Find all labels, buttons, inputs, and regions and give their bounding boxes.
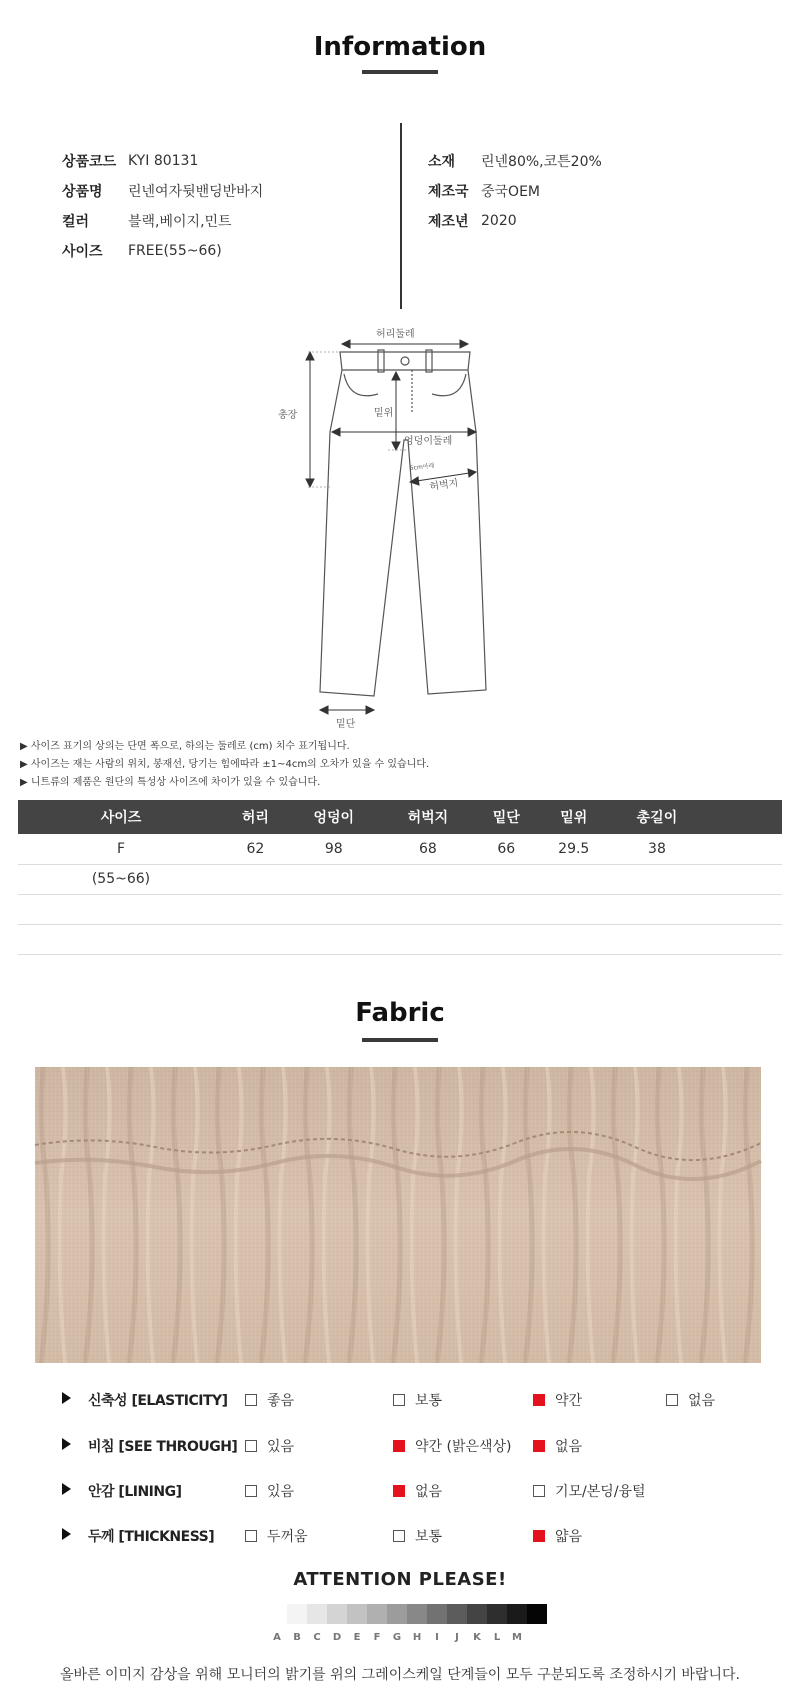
info-divider	[400, 123, 402, 309]
pocket-left	[344, 374, 378, 396]
option-slight	[533, 1390, 582, 1410]
arrow-head	[392, 442, 400, 450]
arrow-head	[342, 340, 350, 348]
table-cell: (55~66)	[18, 864, 224, 894]
table-cell	[704, 864, 782, 894]
option-text: 없음	[415, 1484, 443, 1500]
info-value: 린넨여자뒷밴딩반바지	[128, 184, 264, 200]
table-row	[18, 834, 782, 864]
checkbox-icon	[245, 1440, 257, 1452]
info-value: FREE(55~66)	[128, 243, 222, 259]
col-header: 밑위	[538, 800, 610, 834]
grayscale-label: D	[332, 1632, 342, 1643]
col-header: 밑단	[475, 800, 538, 834]
table-cell	[287, 864, 381, 894]
table-cell	[381, 894, 475, 924]
option-text: 얇음	[555, 1529, 583, 1545]
col-header: 사이즈	[18, 800, 224, 834]
grayscale-swatch	[307, 1604, 327, 1624]
option-text: 있음	[267, 1439, 295, 1455]
option-yes	[245, 1436, 294, 1456]
pocket-right	[432, 374, 466, 396]
table-cell	[538, 864, 610, 894]
arrow-head	[320, 706, 328, 714]
checkbox-icon	[393, 1394, 405, 1406]
info-row-material	[428, 146, 602, 176]
attention-title: ATTENTION PLEASE!	[293, 1569, 507, 1590]
checkbox-icon	[245, 1394, 257, 1406]
table-cell	[475, 894, 538, 924]
info-value: 2020	[481, 213, 517, 229]
option-none	[393, 1481, 442, 1501]
option-slight	[393, 1436, 512, 1456]
option-text: 좋음	[267, 1393, 295, 1409]
checkbox-icon	[533, 1485, 545, 1497]
info-value: 중국OEM	[481, 184, 540, 200]
option-normal	[393, 1526, 442, 1546]
col-header: 허리	[224, 800, 287, 834]
grayscale-label: C	[313, 1632, 321, 1643]
bullet-arrow-icon	[62, 1483, 71, 1495]
grayscale-swatch	[487, 1604, 507, 1624]
checkbox-checked-icon	[393, 1440, 405, 1452]
note-line: ▶ 니트류의 제품은 원단의 특성상 사이즈에 차이가 있을 수 있습니다.	[20, 777, 321, 788]
info-key: 제조국	[428, 184, 469, 200]
info-row-country	[428, 176, 602, 206]
info-key: 소재	[428, 154, 456, 170]
spec-label: 비침 [SEE THROUGH]	[88, 1439, 238, 1455]
option-text: 보통	[415, 1529, 443, 1545]
arrow-head	[306, 352, 314, 360]
table-cell	[475, 864, 538, 894]
spec-label: 안감 [LINING]	[88, 1484, 182, 1500]
option-none	[666, 1390, 715, 1410]
option-text: 약간 (밝은색상)	[415, 1439, 512, 1455]
table-cell	[704, 834, 782, 864]
table-cell	[610, 864, 704, 894]
spec-thickness	[0, 1520, 800, 1550]
table-cell	[18, 894, 224, 924]
pants-outline	[320, 370, 486, 696]
fabric-weave	[35, 1067, 761, 1363]
waistband-outline	[340, 352, 470, 370]
col-header: 총길이	[610, 800, 704, 834]
checkbox-icon	[393, 1530, 405, 1542]
table-cell	[610, 894, 704, 924]
col-header: 허벅지	[381, 800, 475, 834]
table-row	[18, 864, 782, 894]
info-row-code	[62, 146, 263, 176]
table-row	[18, 924, 782, 954]
fabric-photo	[35, 1067, 761, 1363]
arrow-head	[366, 706, 374, 714]
option-text: 보통	[415, 1393, 443, 1409]
option-thin	[533, 1526, 582, 1546]
info-value: 린넨80%,코튼20%	[481, 154, 602, 170]
table-cell: 68	[381, 834, 475, 864]
table-cell	[287, 924, 381, 954]
table-cell	[704, 894, 782, 924]
table-cell	[704, 924, 782, 954]
option-good	[245, 1390, 294, 1410]
note-line: ▶ 사이즈 표기의 상의는 단면 폭으로, 하의는 둘레로 (cm) 치수 표기됩니다.	[20, 741, 350, 752]
belt-loop	[426, 350, 432, 372]
size-table-header	[18, 800, 782, 834]
arrow-head	[468, 428, 476, 436]
arrow-head	[392, 372, 400, 380]
arrow-head	[468, 469, 476, 477]
grayscale-label: L	[493, 1632, 501, 1643]
option-text: 없음	[688, 1393, 716, 1409]
table-cell	[538, 924, 610, 954]
bullet-arrow-icon	[62, 1528, 71, 1540]
label-crotch-offset: 5cm아래	[409, 462, 435, 472]
table-cell	[538, 894, 610, 924]
bullet-arrow-icon	[62, 1392, 71, 1404]
table-cell	[224, 924, 287, 954]
grayscale-label: K	[473, 1632, 481, 1643]
grayscale-swatch	[467, 1604, 487, 1624]
grayscale-label: I	[435, 1632, 439, 1643]
option-text: 없음	[555, 1439, 583, 1455]
checkbox-checked-icon	[533, 1530, 545, 1542]
col-header-empty	[704, 800, 782, 834]
option-text: 두꺼움	[267, 1529, 308, 1545]
grayscale-swatch	[327, 1604, 347, 1624]
grayscale-swatch	[387, 1604, 407, 1624]
grayscale-bar	[287, 1604, 547, 1624]
info-left-column	[62, 146, 263, 266]
arrow-head	[460, 340, 468, 348]
grayscale-swatch	[507, 1604, 527, 1624]
grayscale-label: J	[455, 1632, 459, 1643]
table-cell	[475, 924, 538, 954]
grayscale-swatch	[527, 1604, 547, 1624]
table-row	[18, 894, 782, 924]
information-underline	[362, 70, 438, 74]
info-row-size	[62, 236, 263, 266]
checkbox-icon	[666, 1394, 678, 1406]
grayscale-swatch	[287, 1604, 307, 1624]
table-cell	[224, 864, 287, 894]
info-row-year	[428, 206, 602, 236]
table-cell: 62	[224, 834, 287, 864]
info-key: 컬러	[62, 214, 90, 230]
spec-label: 신축성 [ELASTICITY]	[88, 1393, 228, 1409]
checkbox-icon	[245, 1485, 257, 1497]
table-cell	[18, 924, 224, 954]
table-cell: 98	[287, 834, 381, 864]
spec-lining	[0, 1475, 800, 1505]
grayscale-swatch	[347, 1604, 367, 1624]
belt-loop	[378, 350, 384, 372]
info-key: 사이즈	[62, 244, 103, 260]
table-cell	[610, 924, 704, 954]
table-cell	[381, 864, 475, 894]
table-cell: 66	[475, 834, 538, 864]
grayscale-label: G	[392, 1632, 402, 1643]
grayscale-label: F	[373, 1632, 381, 1643]
info-key: 상품코드	[62, 154, 117, 170]
bullet-arrow-icon	[62, 1438, 71, 1450]
spec-elasticity	[0, 1384, 800, 1414]
arrow-head	[332, 428, 340, 436]
grayscale-label: M	[512, 1632, 522, 1643]
size-table	[18, 800, 782, 955]
note-line: ▶ 사이즈는 재는 사람의 위치, 봉재선, 당기는 힘에따라 ±1~4cm의 오차가 있을 수 있습니다.	[20, 759, 430, 770]
info-key: 제조년	[428, 214, 469, 230]
option-thick	[245, 1526, 308, 1546]
label-hem: 밑단	[336, 719, 356, 730]
option-yes	[245, 1481, 294, 1501]
info-value: 블랙,베이지,민트	[128, 214, 232, 230]
grayscale-swatch	[427, 1604, 447, 1624]
grayscale-swatch	[367, 1604, 387, 1624]
label-waist: 허리둘레	[376, 329, 415, 340]
label-rise: 밑위	[374, 408, 394, 419]
table-cell	[287, 894, 381, 924]
option-normal	[393, 1390, 442, 1410]
fabric-title: Fabric	[355, 998, 445, 1028]
spec-label: 두께 [THICKNESS]	[88, 1529, 215, 1545]
info-row-name	[62, 176, 263, 206]
checkbox-checked-icon	[533, 1440, 545, 1452]
info-row-color	[62, 206, 263, 236]
grayscale-label: B	[293, 1632, 301, 1643]
info-right-column	[428, 146, 602, 236]
col-header: 엉덩이	[287, 800, 381, 834]
option-none	[533, 1436, 582, 1456]
arrow-head	[306, 479, 314, 487]
label-length: 총장	[278, 410, 298, 421]
grayscale-swatch	[407, 1604, 427, 1624]
grayscale-label: E	[353, 1632, 361, 1643]
checkbox-checked-icon	[533, 1394, 545, 1406]
spec-see-through	[0, 1430, 800, 1460]
grayscale-labels	[267, 1632, 527, 1643]
table-cell: 29.5	[538, 834, 610, 864]
grayscale-label: A	[273, 1632, 281, 1643]
option-fleece	[533, 1481, 646, 1501]
grayscale-swatch	[447, 1604, 467, 1624]
table-cell: 38	[610, 834, 704, 864]
label-hip: 엉덩이둘레	[404, 436, 453, 447]
monitor-note: 올바른 이미지 감상을 위해 모니터의 밝기를 위의 그레이스케일 단계들이 모두 구분되도록 조정하시기 바랍니다.	[60, 1667, 740, 1683]
grayscale-label: H	[412, 1632, 422, 1643]
fabric-underline	[362, 1038, 438, 1042]
information-title: Information	[313, 32, 487, 62]
info-key: 상품명	[62, 184, 103, 200]
table-cell: F	[18, 834, 224, 864]
option-text: 있음	[267, 1484, 295, 1500]
button	[401, 357, 409, 365]
option-text: 약간	[555, 1393, 583, 1409]
table-cell	[381, 924, 475, 954]
checkbox-icon	[245, 1530, 257, 1542]
label-thigh: 허벅지	[428, 478, 460, 493]
info-value: KYI 80131	[128, 153, 199, 169]
checkbox-checked-icon	[393, 1485, 405, 1497]
table-cell	[224, 894, 287, 924]
pants-measurement-diagram	[278, 322, 498, 730]
size-notes	[20, 738, 429, 792]
option-text: 기모/본딩/융털	[555, 1484, 646, 1500]
